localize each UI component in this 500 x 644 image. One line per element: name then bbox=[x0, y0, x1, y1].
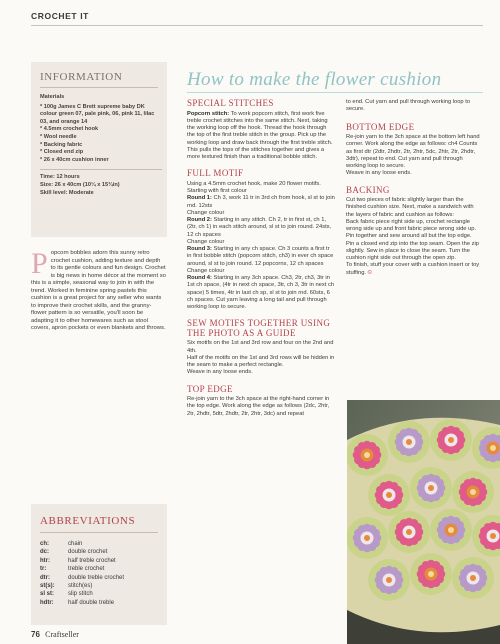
round-label: Round 2: bbox=[187, 217, 212, 223]
full-motif-text: Using a 4.5mm crochet hook, make 20 flower motifs. bbox=[187, 180, 321, 187]
section-label: CROCHET IT bbox=[31, 11, 89, 21]
sew-motifs-line: Six motifs on the 1st and 3rd row and four on the 2nd and 4th. bbox=[187, 340, 334, 354]
abbreviation-meaning: slip stitch bbox=[68, 591, 93, 598]
abbreviation-row bbox=[40, 549, 124, 557]
information-heading: INFORMATION bbox=[40, 71, 123, 83]
footer bbox=[31, 630, 79, 639]
top-edge-text: Re-join yarn to the 3ch space at the right-hand corner in the top edge. Work along the edge as follows (2dc, 2htr, 2tr, 2hdtr, 5dtr, 2hdtr, 2tr, 2htr, 3dc) and repeat bbox=[187, 396, 330, 417]
abbreviation-key: st(s): bbox=[40, 583, 55, 590]
full-motif-text: Starting with first colour bbox=[187, 188, 247, 194]
middle-column bbox=[187, 99, 335, 418]
round-label: Round 1: bbox=[187, 195, 212, 202]
title-rule bbox=[187, 92, 483, 93]
material-item: * 4.5mm crochet hook bbox=[40, 126, 99, 133]
size-value: Size: 26 x 40cm (10¼ x 15¾in) bbox=[40, 181, 120, 188]
abbreviation-row bbox=[40, 575, 124, 583]
abbreviation-key: dtr: bbox=[40, 574, 50, 581]
time-value: Time: 12 hours bbox=[40, 174, 80, 181]
full-motif-line bbox=[187, 217, 335, 239]
abbreviation-meaning: half treble crochet bbox=[68, 557, 116, 564]
page-title: How to make the flower cushion bbox=[187, 69, 442, 90]
abbreviation-meaning: half double treble bbox=[68, 599, 115, 606]
full-motif-heading: FULL MOTIF bbox=[187, 168, 244, 179]
flower-motif bbox=[347, 434, 388, 476]
skill-level-value: Skill level: Moderate bbox=[40, 189, 94, 196]
backing-line: Pin a closed end zip into the top seam. Open the zip slightly. Sew in place to close the seam. Turn the cushion right side out through the open zip. bbox=[346, 240, 479, 261]
intro-text: opcorn bobbles adorn this sunny retro crochet cushion, adding texture and depth to its gentle colours and fun design. Crochet is big news in home décor at the moment so this is a simple, seasonal way to join in with the trend. Worked in feminine spring pastels this cushion is a great project for any seller who wants to improve their crochet skills, and the granny-flower pattern is so versatile, you'll soon be adapting it to other homewares such as stool covers, apron pockets or even blankets and throws. bbox=[31, 250, 166, 331]
flower-motif bbox=[368, 474, 410, 516]
popcorn-stitch-note: This pulls the tops of the stitches together and gives a more textured finish than a traditional bobble stitch. bbox=[187, 146, 325, 160]
special-stitches-heading: SPECIAL STITCHES bbox=[187, 98, 274, 108]
full-motif-line bbox=[187, 275, 335, 311]
abbreviation-meaning: double treble crochet bbox=[68, 574, 125, 581]
full-motif-line bbox=[187, 268, 335, 275]
flower-motif bbox=[388, 421, 430, 463]
flower-motif bbox=[388, 511, 430, 553]
flower-motif bbox=[430, 509, 472, 551]
top-edge-continued: to end. Cut yarn and pull through working loop to secure. bbox=[346, 99, 471, 113]
backing-final-text: To finish, stuff your cover with a cushion insert or toy stuffing. bbox=[346, 262, 480, 276]
material-item: * Backing fabric bbox=[40, 141, 83, 148]
round-label: Round 4: bbox=[187, 275, 212, 281]
popcorn-stitch-body: To work popcorn stitch, first work five treble crochet stitches into the same stitch. Next, taking the working loop off the hook. Thread the hook through the top of the first treble stitch in the group. Pick up the working loop and draw back through the first treble stitch. bbox=[187, 110, 333, 146]
abbreviation-key: hdtr: bbox=[40, 599, 54, 606]
abbreviations-box bbox=[31, 504, 167, 625]
flower-motif bbox=[430, 419, 472, 461]
popcorn-stitch-label: Popcorn stitch: bbox=[187, 110, 230, 117]
abbreviation-key: htr: bbox=[40, 557, 50, 564]
flower-motif bbox=[368, 559, 410, 601]
abbreviations-heading: ABBREVIATIONS bbox=[40, 515, 136, 527]
flower-motif bbox=[452, 557, 494, 599]
full-motif-line bbox=[187, 210, 335, 217]
cushion-photo-graphic bbox=[347, 400, 500, 644]
abbreviation-row bbox=[40, 583, 124, 591]
sew-motifs-heading: SEW MOTIFS TOGETHER USING THE PHOTO AS A GUIDE bbox=[187, 318, 331, 338]
material-item: * 26 x 40cm cushion inner bbox=[40, 156, 109, 163]
abbreviation-row bbox=[40, 566, 124, 574]
magazine-name: Craftseller bbox=[45, 630, 79, 639]
abbreviations-rule bbox=[40, 532, 158, 533]
material-item: * Wool needle bbox=[40, 133, 77, 140]
flower-motif bbox=[452, 471, 494, 513]
backing-line-final bbox=[346, 262, 483, 277]
intro-paragraph bbox=[31, 247, 166, 333]
flower-motif bbox=[410, 553, 452, 595]
info-divider bbox=[40, 169, 162, 170]
flower-motif bbox=[410, 467, 452, 509]
bottom-edge-note: Weave in any loose ends. bbox=[346, 170, 412, 177]
full-motif-line bbox=[187, 181, 335, 188]
abbreviation-meaning: stitch(es) bbox=[68, 583, 93, 590]
backing-heading: BACKING bbox=[346, 184, 390, 195]
drop-cap: P bbox=[31, 247, 48, 280]
material-item: * 100g James C Brett supreme baby DK colour green 07, pale pink, 06, pink 11, lilac 03, and orange 14 bbox=[40, 103, 155, 125]
header-rule bbox=[31, 25, 483, 26]
full-motif-text: Change colour bbox=[187, 238, 225, 245]
full-motif-text: Change colour bbox=[187, 267, 225, 274]
round-label: Round 3: bbox=[187, 246, 212, 252]
abbreviation-meaning: double crochet bbox=[68, 549, 108, 556]
abbreviation-key: dc: bbox=[40, 549, 49, 556]
abbreviation-key: sl st: bbox=[40, 591, 55, 598]
full-motif-line bbox=[187, 188, 335, 195]
full-motif-line bbox=[187, 246, 335, 268]
full-motif-line bbox=[187, 239, 335, 246]
full-motif-text: Ch 3, work 11 tr in 3rd ch from hook, sl st to join rnd. 12sts bbox=[187, 195, 335, 209]
full-motif-text: Starting in any 3ch space. Ch3, 2tr, ch3, 3tr in 1st ch space, (4tr in next ch space, 3tr, ch 3, 3tr in next ch space) 5 times, 4tr in last ch sp, sl st to join rnd. 60sts, 6 ch spaces. Cut yarn leaving a long tail and pull through working loop to secure. bbox=[187, 275, 335, 310]
materials-label: Materials bbox=[40, 94, 65, 100]
abbreviation-row bbox=[40, 591, 124, 599]
information-rule bbox=[40, 87, 158, 88]
sew-motifs-line: Half of the motifs on the 1st and 3rd rows will be hidden in the seam to make a perfect rectangle. bbox=[187, 354, 335, 368]
abbreviation-row bbox=[40, 558, 124, 566]
material-item: * Closed end zip bbox=[40, 149, 84, 156]
abbreviations-table bbox=[40, 541, 124, 608]
abbreviation-key: ch: bbox=[40, 541, 49, 547]
full-motif-body bbox=[187, 181, 335, 312]
backing-line: Back fabric piece right side up, crochet rectangle wrong side up and front fabric piece wrong side up. Pin together and sew around all but the top edge. bbox=[346, 218, 477, 240]
full-motif-line bbox=[187, 195, 335, 210]
crochet-cushion-photo bbox=[347, 400, 500, 644]
abbreviation-key: tr: bbox=[40, 566, 47, 573]
sew-motifs-line: Weave in any loose ends. bbox=[187, 369, 253, 376]
full-motif-text: Starting in any ch space. Ch 3 counts a first tr in first bobble stitch (popcorn stitch, ch3) in ever ch space around, sl st to join round. 12 popcorns, 12 ch spaces bbox=[187, 246, 334, 267]
flower-motif bbox=[347, 517, 388, 559]
full-motif-text: Starting in any stitch. Ch 2, tr in first st, ch 1, (2tr, ch 1) in each stitch around, sl st to join round. 24sts, 12 ch spaces bbox=[187, 217, 332, 238]
abbreviation-meaning: chain bbox=[68, 541, 83, 547]
top-edge-heading: TOP EDGE bbox=[187, 383, 233, 394]
page-number: 76 bbox=[31, 630, 40, 639]
information-box bbox=[31, 62, 167, 237]
abbreviation-meaning: treble crochet bbox=[68, 566, 105, 573]
backing-line: Cut two pieces of fabric slightly larger than the finished cushion size. Next, make a sandwich with the layers of fabric and cushion as follows: bbox=[346, 197, 474, 218]
abbreviation-row bbox=[40, 541, 124, 549]
popcorn-stitch-text bbox=[187, 111, 335, 147]
bottom-edge-text: Re-join yarn to the 3ch space at the bottom left hand corner. Work along the edge as follows: ch4 Counts as first dtr (2dtr, 2hdtr, 2tr, 2htr, 5dc, 2htr, 2tr, 2hdtr, 3dtr), repeat to end. Cut yarn and pull through working loop to secure. bbox=[346, 134, 480, 169]
abbreviation-row bbox=[40, 600, 124, 608]
end-mark-icon: © bbox=[367, 269, 372, 276]
full-motif-text: Change colour bbox=[187, 209, 225, 216]
bottom-edge-heading: BOTTOM EDGE bbox=[346, 121, 415, 132]
right-column bbox=[346, 99, 483, 277]
